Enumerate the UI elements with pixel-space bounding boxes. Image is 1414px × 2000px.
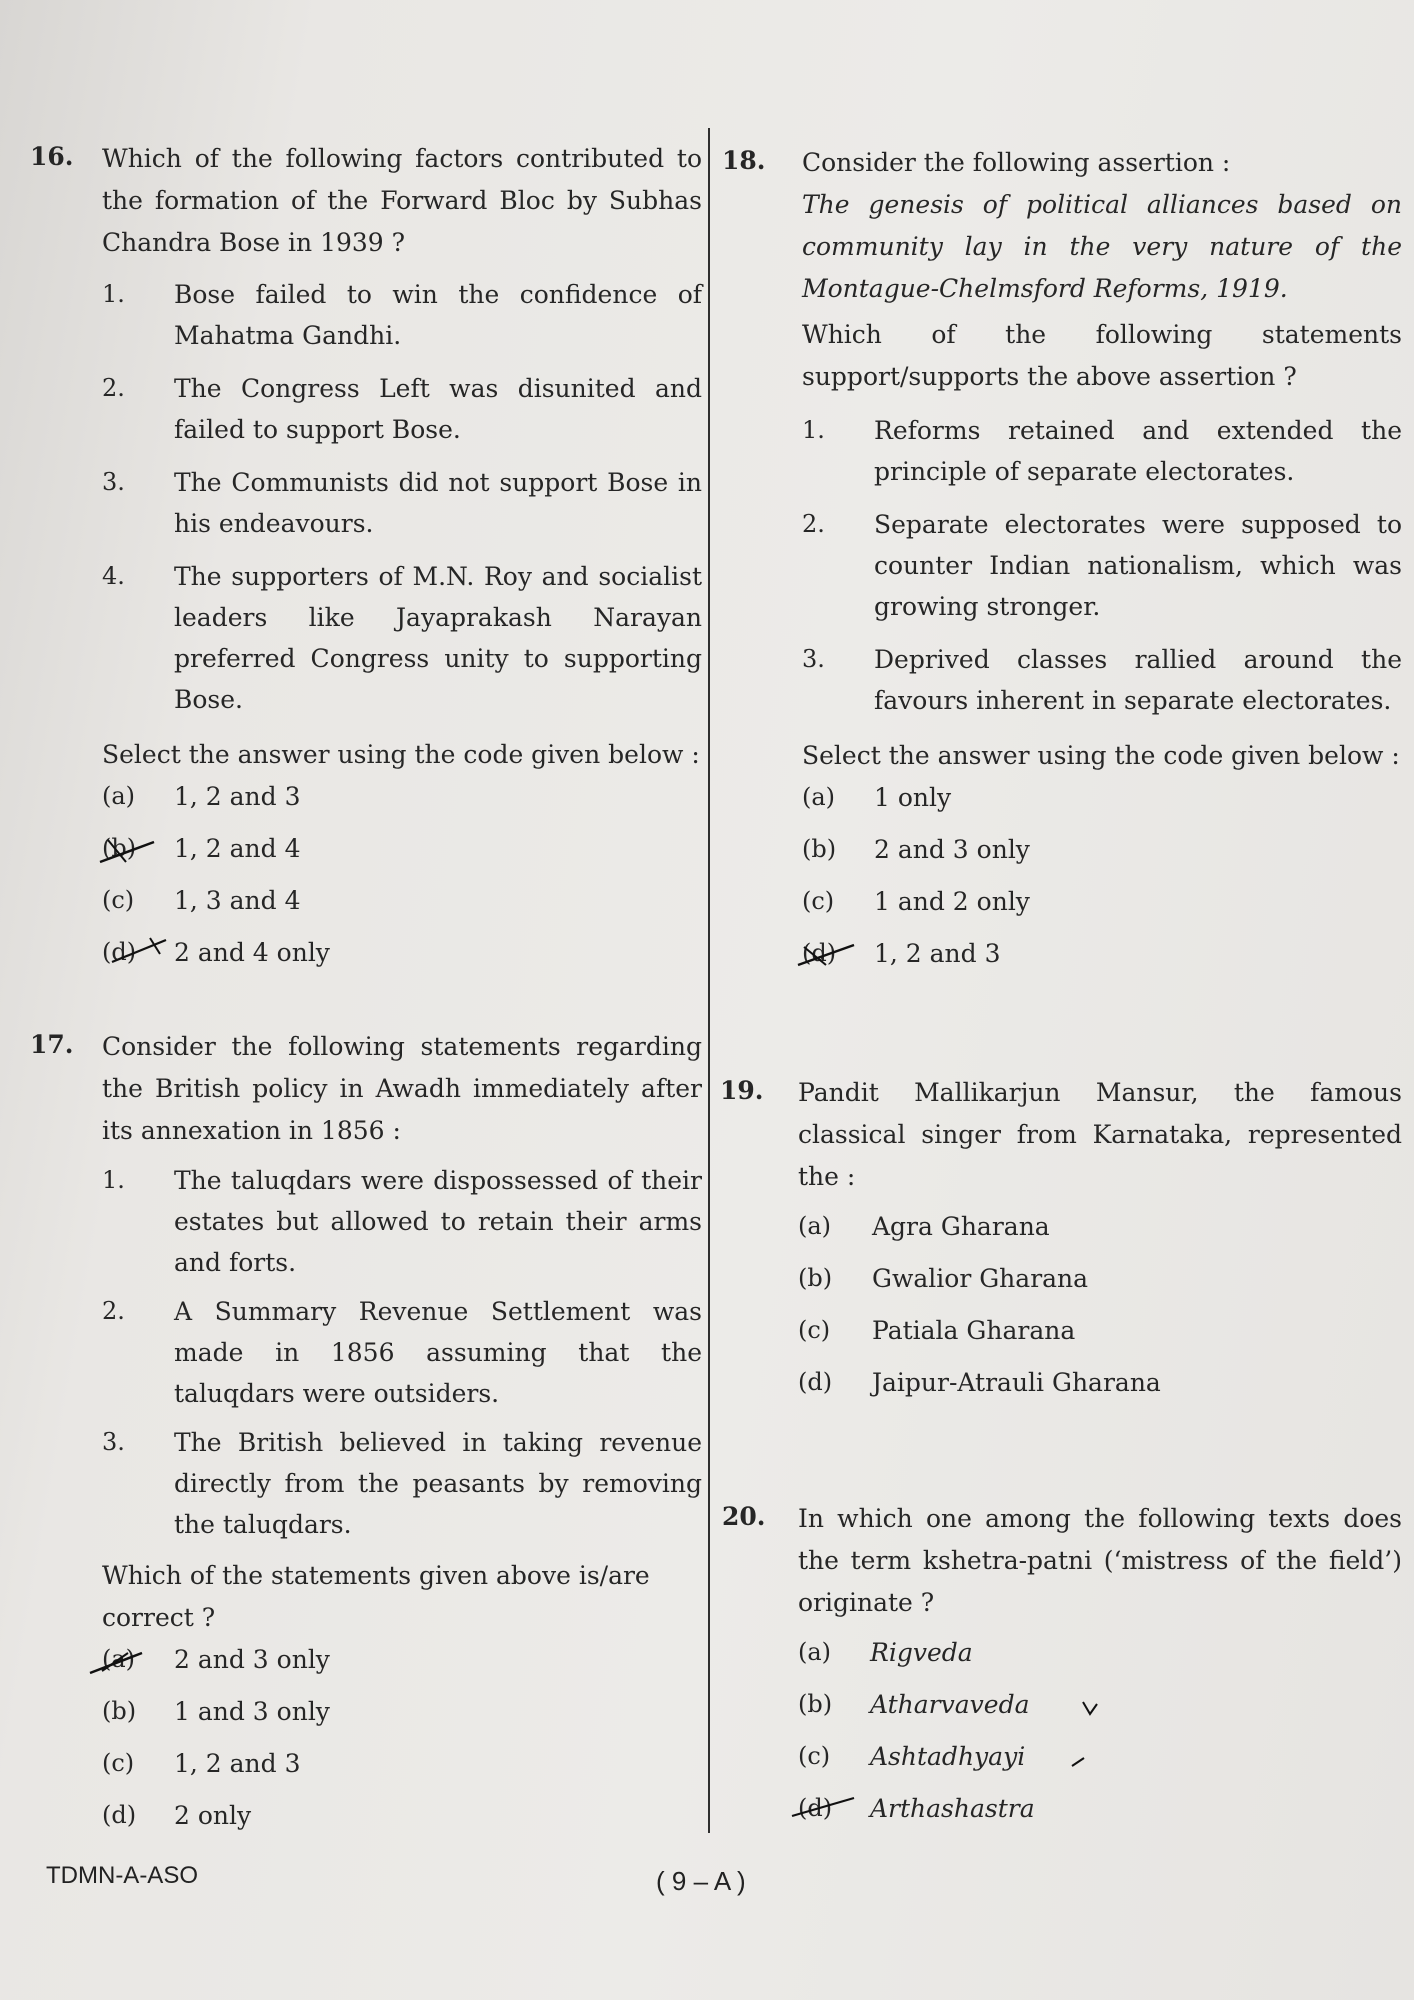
- pen-tick-mark-icon: [1070, 1754, 1088, 1770]
- statement: [802, 639, 1402, 721]
- option-text: Atharvaveda: [870, 1690, 1030, 1719]
- statement-number: 3.: [102, 468, 125, 496]
- statement-text: The supporters of M.N. Roy and socialist leaders like Jayaprakash Narayan preferred Congress unity to supporting Bose.: [174, 562, 702, 714]
- question-16: [30, 138, 702, 984]
- option-text: Rigveda: [870, 1638, 973, 1667]
- question-19: [722, 1072, 1402, 1414]
- option-text: Patiala Gharana: [872, 1316, 1076, 1345]
- option-label: (a): [798, 1212, 832, 1240]
- option-label: (a): [102, 782, 136, 810]
- pen-cross-mark-icon: [790, 1792, 858, 1822]
- question-text: Which of the following factors contributed to the formation of the Forward Bloc by Subhas Chandra Bose in 1939 ?: [102, 144, 702, 257]
- option-label: (d): [798, 1794, 833, 1822]
- option-text: 1, 2 and 4: [174, 834, 301, 863]
- statement: [102, 1291, 702, 1414]
- option-text: Arthashastra: [870, 1794, 1035, 1823]
- statement: [102, 1160, 702, 1283]
- statement-number: 3.: [802, 645, 825, 673]
- option-text: 1 and 3 only: [174, 1697, 330, 1726]
- option-a[interactable]: [798, 1206, 1402, 1258]
- statement: [102, 556, 702, 720]
- option-b[interactable]: [798, 1258, 1402, 1310]
- option-b[interactable]: [798, 1684, 1402, 1736]
- statement-number: 2.: [102, 374, 125, 402]
- option-text: 2 and 4 only: [174, 938, 330, 967]
- statement-number: 1.: [102, 280, 125, 308]
- question-text: Pandit Mallikarjun Mansur, the famous classical singer from Karnataka, represented the :: [798, 1078, 1402, 1191]
- question-number: 19.: [720, 1076, 764, 1105]
- option-d[interactable]: [802, 933, 1402, 985]
- option-b[interactable]: [102, 828, 702, 880]
- option-text: 2 and 3 only: [874, 835, 1030, 864]
- statement-text: Bose failed to win the confidence of Mahatma Gandhi.: [174, 280, 702, 350]
- question-text: Consider the following statements regarding the British policy in Awadh immediately after its annexation in 1856 :: [102, 1032, 702, 1145]
- option-text: Ashtadhyayi: [870, 1742, 1026, 1771]
- statement-text: The taluqdars were dispossessed of their estates but allowed to retain their arms and forts.: [174, 1166, 702, 1277]
- statement: [102, 462, 702, 544]
- column-divider: [708, 128, 710, 1833]
- question-text: In which one among the following texts does the term kshetra-patni (‘mistress of the field’) originate ?: [798, 1504, 1402, 1617]
- option-label: (b): [798, 1264, 833, 1292]
- option-label: (b): [102, 1697, 137, 1725]
- option-label: (c): [102, 1749, 135, 1777]
- option-text: 1 and 2 only: [874, 887, 1030, 916]
- statement: [802, 504, 1402, 627]
- option-text: Jaipur-Atrauli Gharana: [872, 1368, 1161, 1397]
- option-text: Agra Gharana: [872, 1212, 1050, 1241]
- question-prompt: Which of the following statements support/supports the above assertion ?: [802, 320, 1402, 391]
- option-a[interactable]: [802, 777, 1402, 829]
- option-c[interactable]: [798, 1310, 1402, 1362]
- option-c[interactable]: [798, 1736, 1402, 1788]
- question-number: 20.: [722, 1502, 766, 1531]
- option-d[interactable]: [102, 932, 702, 984]
- statement: [102, 274, 702, 356]
- option-text: 1, 2 and 3: [174, 782, 301, 811]
- instruction-text: Which of the statements given above is/are correct ?: [102, 1561, 650, 1632]
- option-a[interactable]: [102, 776, 702, 828]
- option-text: Gwalior Gharana: [872, 1264, 1089, 1293]
- option-label: (b): [802, 835, 837, 863]
- statement: [102, 368, 702, 450]
- option-c[interactable]: [102, 1743, 702, 1795]
- option-label: (d): [102, 938, 137, 966]
- statement-number: 2.: [102, 1297, 125, 1325]
- option-text: 1, 3 and 4: [174, 886, 301, 915]
- question-17: [30, 1026, 702, 1847]
- statement-text: Separate electorates were supposed to counter Indian nationalism, which was growing stronger.: [874, 510, 1402, 621]
- option-label: (d): [802, 939, 837, 967]
- option-c[interactable]: [102, 880, 702, 932]
- option-label: (c): [798, 1316, 831, 1344]
- statement-text: Reforms retained and extended the principle of separate electorates.: [874, 416, 1402, 486]
- statement-text: Deprived classes rallied around the favours inherent in separate electorates.: [874, 645, 1402, 715]
- pen-cross-mark-icon: [88, 1645, 148, 1679]
- statement-number: 1.: [802, 416, 825, 444]
- option-d[interactable]: [798, 1788, 1402, 1840]
- option-text: 2 only: [174, 1801, 252, 1830]
- statement-text: The British believed in taking revenue directly from the peasants by removing the taluqdars.: [174, 1428, 702, 1539]
- statement-number: 4.: [102, 562, 125, 590]
- option-c[interactable]: [802, 881, 1402, 933]
- option-b[interactable]: [102, 1691, 702, 1743]
- option-label: (c): [798, 1742, 831, 1770]
- option-label: (b): [102, 834, 137, 862]
- option-label: (a): [798, 1638, 832, 1666]
- instruction-text: Select the answer using the code given below :: [102, 740, 700, 769]
- pen-cross-mark-icon: [98, 832, 158, 868]
- statement-text: The Congress Left was disunited and failed to support Bose.: [174, 374, 702, 444]
- statement-number: 1.: [102, 1166, 125, 1194]
- question-number: 17.: [30, 1030, 74, 1059]
- question-text: Consider the following assertion :: [802, 148, 1231, 177]
- paper-code: TDMN-A-ASO: [46, 1862, 198, 1889]
- question-number: 18.: [722, 146, 766, 175]
- pen-cross-mark-icon: [110, 934, 170, 968]
- question-18: [722, 142, 1402, 985]
- statement-text: A Summary Revenue Settlement was made in 1856 assuming that the taluqdars were outsiders.: [174, 1297, 702, 1408]
- assertion-text: The genesis of political alliances based on community lay in the very nature of the Montague-Chelmsford Reforms, 1919.: [802, 190, 1402, 303]
- option-d[interactable]: [102, 1795, 702, 1847]
- statement-number: 2.: [802, 510, 825, 538]
- statement-text: The Communists did not support Bose in his endeavours.: [174, 468, 702, 538]
- option-label: (d): [102, 1801, 137, 1829]
- option-b[interactable]: [802, 829, 1402, 881]
- pen-cross-mark-icon: [796, 937, 860, 971]
- option-text: 2 and 3 only: [174, 1645, 330, 1674]
- pen-tick-mark-icon: [1080, 1698, 1100, 1718]
- statement: [802, 410, 1402, 492]
- statement-number: 3.: [102, 1428, 125, 1456]
- option-text: 1, 2 and 3: [874, 939, 1001, 968]
- option-text: 1, 2 and 3: [174, 1749, 301, 1778]
- option-a[interactable]: [798, 1632, 1402, 1684]
- page-number: ( 9 – A ): [656, 1866, 746, 1896]
- option-a[interactable]: [102, 1639, 702, 1691]
- option-label: (c): [102, 886, 135, 914]
- option-label: (a): [802, 783, 836, 811]
- statement: [102, 1422, 702, 1545]
- option-text: 1 only: [874, 783, 952, 812]
- option-label: (a): [102, 1645, 136, 1673]
- question-20: [722, 1498, 1402, 1840]
- option-label: (d): [798, 1368, 833, 1396]
- option-label: (c): [802, 887, 835, 915]
- instruction-text: Select the answer using the code given below :: [802, 741, 1400, 770]
- option-d[interactable]: [798, 1362, 1402, 1414]
- option-label: (b): [798, 1690, 833, 1718]
- question-number: 16.: [30, 142, 74, 171]
